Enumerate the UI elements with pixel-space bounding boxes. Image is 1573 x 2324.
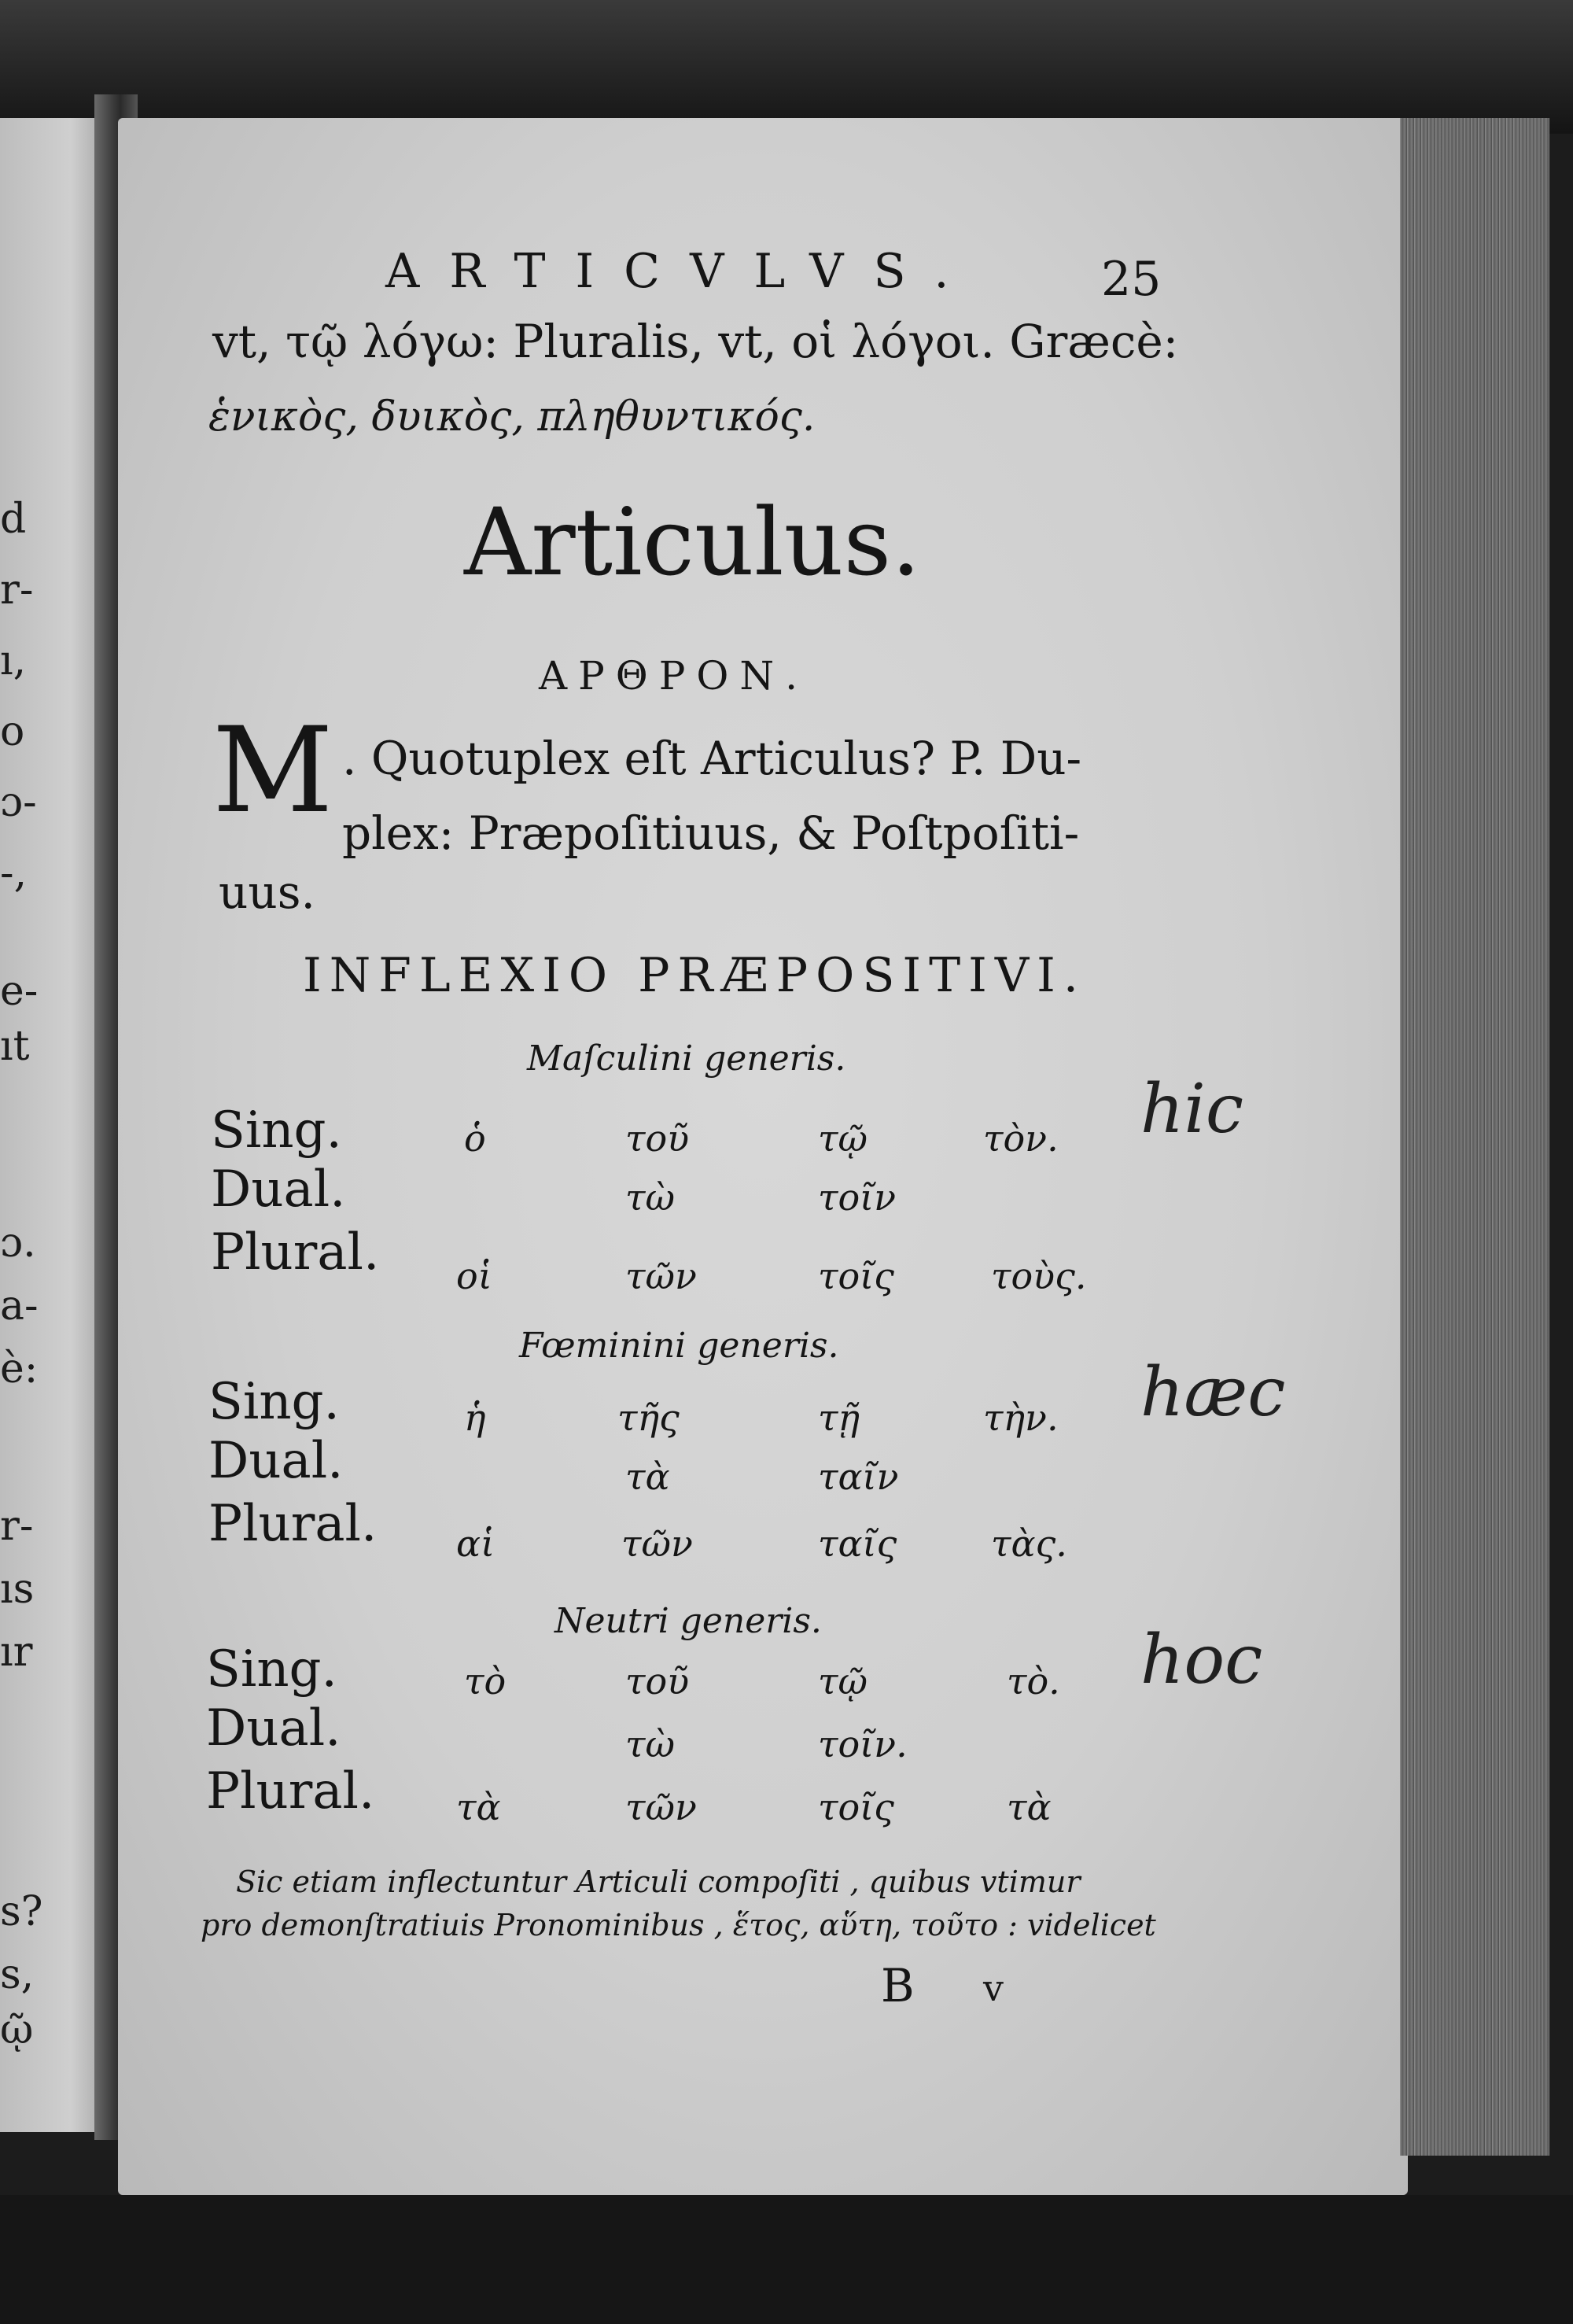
greek-form: τῆς bbox=[617, 1396, 680, 1439]
handwritten-note: hæc bbox=[1140, 1353, 1286, 1432]
greek-form: τὰς. bbox=[991, 1522, 1067, 1565]
book-binding bbox=[0, 0, 1573, 134]
left-fragment: ɔ- bbox=[0, 779, 37, 826]
greek-form: αἱ bbox=[456, 1522, 495, 1565]
greek-form: ὁ bbox=[464, 1117, 486, 1160]
page-number: 25 bbox=[1101, 252, 1162, 307]
left-fragment: s, bbox=[0, 1951, 35, 1998]
drop-cap: M bbox=[212, 703, 333, 839]
left-fragment: ı, bbox=[0, 637, 27, 684]
greek-form: τῷ bbox=[818, 1660, 868, 1702]
inflexio-heading: INFLEXIO PRÆPOSITIVI. bbox=[303, 948, 1086, 1003]
greek-form: ταῖς bbox=[818, 1522, 897, 1565]
footnote-line-1: Sic etiam inflectuntur Articuli compoſiti , quibus vtimur bbox=[236, 1865, 1081, 1899]
row-label: Dual. bbox=[206, 1699, 341, 1758]
left-fragment: ῷ bbox=[0, 2006, 34, 2053]
page-edges bbox=[1400, 118, 1549, 2156]
greek-form: τοῦ bbox=[625, 1117, 690, 1160]
greek-form: τῶν bbox=[621, 1522, 693, 1565]
row-label: Plural. bbox=[208, 1495, 378, 1553]
signature-numeral: v bbox=[983, 1967, 1004, 2009]
greek-form: ταῖν bbox=[818, 1455, 899, 1498]
row-label: Sing. bbox=[211, 1101, 342, 1160]
left-fragment: r- bbox=[0, 1503, 34, 1550]
greek-form: τὰ bbox=[456, 1786, 501, 1828]
greek-form: τὴν. bbox=[983, 1396, 1059, 1439]
gender-heading: Neutri generis. bbox=[554, 1601, 822, 1641]
row-label: Sing. bbox=[208, 1373, 340, 1431]
left-fragment: s? bbox=[0, 1888, 43, 1935]
left-fragment: -, bbox=[0, 850, 28, 897]
left-fragment: ıt bbox=[0, 1023, 30, 1070]
greek-form: τοὺς. bbox=[991, 1255, 1087, 1297]
handwritten-note: hic bbox=[1140, 1070, 1244, 1149]
gender-heading: Fœminini generis. bbox=[519, 1326, 839, 1366]
question-line-3: uus. bbox=[219, 865, 315, 919]
running-title: ARTICVLVS. bbox=[385, 244, 979, 299]
greek-form: ἡ bbox=[464, 1396, 486, 1439]
greek-form: τὸ. bbox=[1007, 1660, 1060, 1702]
greek-form: τῷ bbox=[818, 1117, 868, 1160]
left-fragment: ıs bbox=[0, 1566, 35, 1613]
greek-form: τὰ bbox=[625, 1455, 670, 1498]
greek-form: τῶν bbox=[625, 1786, 697, 1828]
background-bottom bbox=[0, 2195, 1573, 2324]
greek-form: τῇ bbox=[818, 1396, 860, 1439]
greek-form: τοῖς bbox=[818, 1255, 894, 1297]
left-fragment: e- bbox=[0, 968, 39, 1015]
row-label: Plural. bbox=[206, 1762, 375, 1820]
row-label: Dual. bbox=[211, 1160, 346, 1219]
greek-form: τὼ bbox=[625, 1176, 675, 1219]
greek-form: τὼ bbox=[625, 1723, 675, 1765]
left-fragment: ɔ. bbox=[0, 1219, 36, 1267]
row-label: Plural. bbox=[211, 1223, 380, 1282]
left-fragment: ır bbox=[0, 1629, 33, 1676]
row-label: Dual. bbox=[208, 1432, 344, 1490]
left-fragment: o bbox=[0, 708, 25, 755]
left-fragment: è: bbox=[0, 1345, 39, 1393]
greek-form: τοῖς bbox=[818, 1786, 894, 1828]
greek-form: τοῖν. bbox=[818, 1723, 908, 1765]
greek-form: τὸν. bbox=[983, 1117, 1059, 1160]
greek-form: τῶν bbox=[625, 1255, 697, 1297]
question-line-1: . Quotuplex eſt Articulus? P. Du- bbox=[342, 732, 1082, 785]
greek-form: οἱ bbox=[456, 1255, 492, 1297]
greek-form: τοῦ bbox=[625, 1660, 690, 1702]
signature-letter: B bbox=[881, 1959, 915, 2012]
left-fragment: r- bbox=[0, 566, 34, 614]
footnote-line-2: pro demonſtratiuis Pronominibus , ἕτος, αὕτη, τοῦτο : videlicet bbox=[201, 1908, 1156, 1942]
gender-heading: Maſculini generis. bbox=[527, 1038, 846, 1079]
row-label: Sing. bbox=[206, 1640, 337, 1699]
greek-form: τοῖν bbox=[818, 1176, 897, 1219]
greek-form: τὸ bbox=[464, 1660, 507, 1702]
section-title: Articulus. bbox=[464, 488, 921, 596]
greek-title: ΑΡΘΡΟΝ. bbox=[539, 653, 809, 699]
left-fragment: d bbox=[0, 496, 27, 543]
left-fragment: a- bbox=[0, 1282, 39, 1330]
handwritten-note: hoc bbox=[1140, 1621, 1263, 1699]
intro-line-1: vt, τῷ λόγω: Pluralis, vt, οἱ λόγοι. Græcè: bbox=[212, 315, 1179, 368]
question-line-2: plex: Præpoſitiuus, & Poſtpoſiti- bbox=[342, 806, 1080, 860]
intro-line-2: ἑνικὸς, δυικὸς, πληθυντικός. bbox=[208, 393, 816, 441]
greek-form: τὰ bbox=[1007, 1786, 1052, 1828]
